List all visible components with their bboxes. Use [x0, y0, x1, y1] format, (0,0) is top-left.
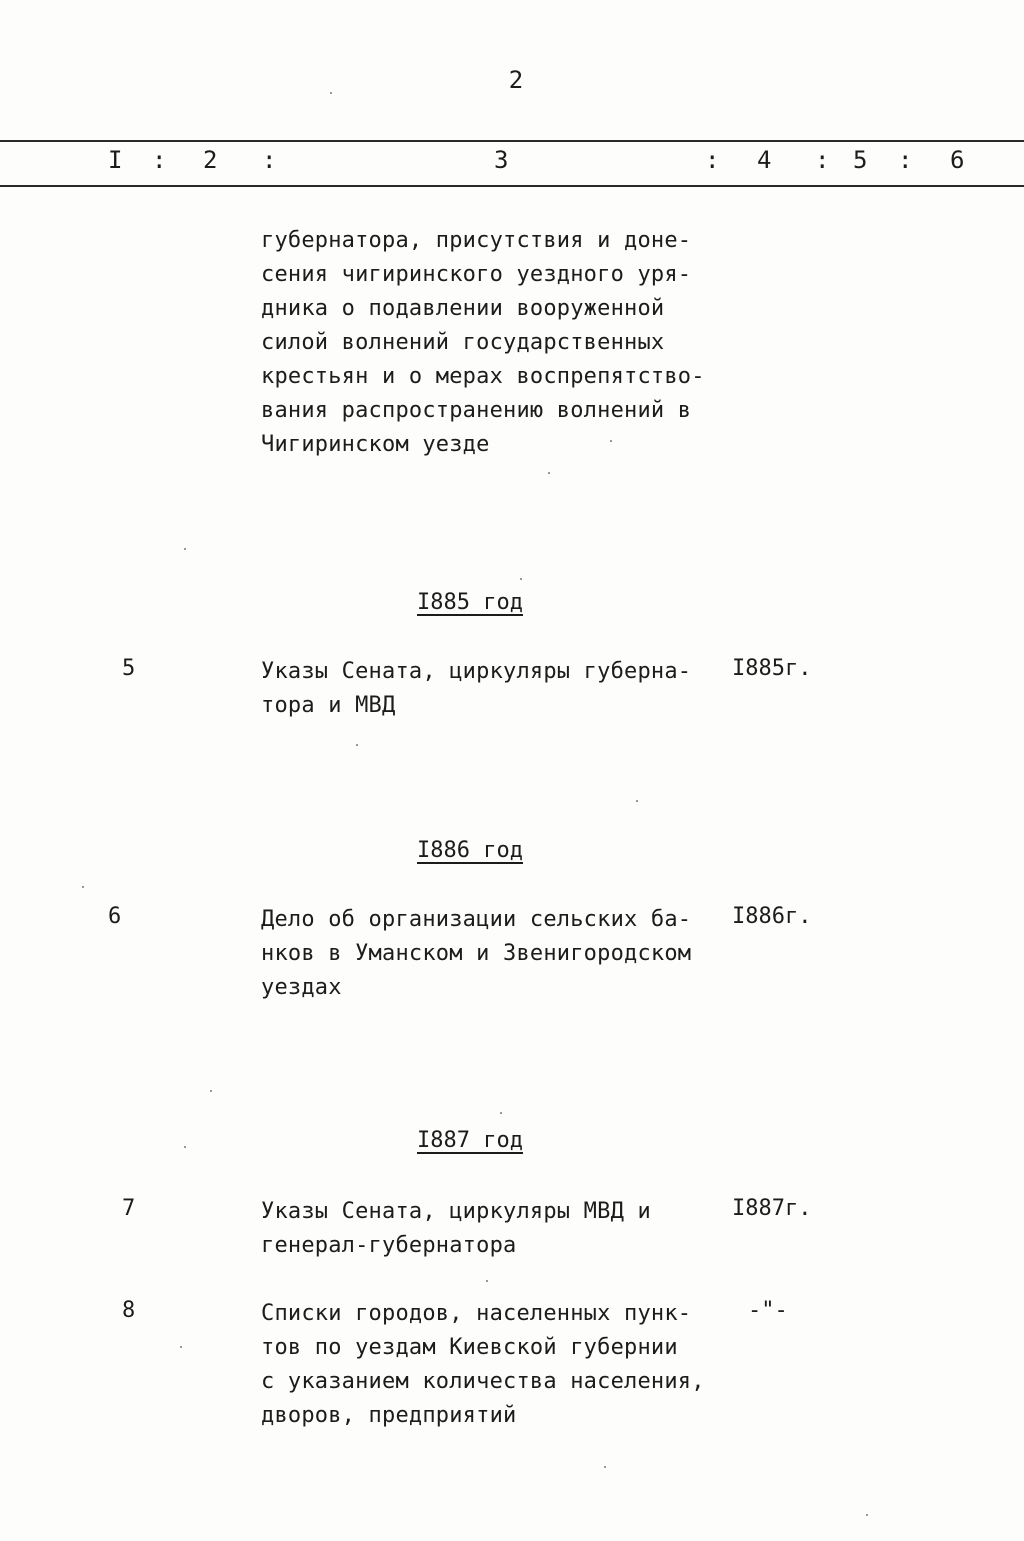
text-line: дника о подавлении вооруженной	[261, 296, 665, 321]
entry-number: 7	[122, 1196, 136, 1221]
entry-number: 5	[122, 656, 136, 681]
scan-speck	[330, 92, 332, 94]
header-separator: :	[262, 146, 277, 174]
header-separator: :	[705, 146, 720, 174]
text-line: уездах	[261, 975, 342, 1000]
entry-number: 8	[122, 1298, 136, 1323]
year-heading-1887: I887 год	[417, 1128, 523, 1153]
text-line: Указы Сената, циркуляры губерна-	[261, 659, 692, 684]
text-line: Указы Сената, циркуляры МВД и	[261, 1199, 651, 1224]
entry-title	[261, 903, 731, 1005]
entry-date: I887г.	[732, 1196, 812, 1221]
scan-speck	[356, 744, 358, 746]
header-rule-top	[0, 140, 1024, 142]
scan-speck	[604, 1466, 606, 1468]
scan-speck	[520, 578, 522, 580]
header-col-5: 5	[853, 146, 868, 174]
text-line: тов по уездам Киевской губернии	[261, 1335, 678, 1360]
header-separator: :	[898, 146, 913, 174]
scan-speck	[500, 1112, 502, 1114]
continuation-text	[261, 224, 731, 462]
scan-speck	[180, 1346, 182, 1348]
text-line: крестьян и о мерах воспрепятство-	[261, 364, 705, 389]
scan-speck	[82, 886, 84, 888]
header-col-6: 6	[950, 146, 965, 174]
scan-speck	[636, 800, 638, 802]
entry-date: I886г.	[732, 904, 812, 929]
header-col-3: 3	[494, 146, 509, 174]
header-rule-bottom	[0, 185, 1024, 187]
header-col-2: 2	[203, 146, 218, 174]
text-line: вания распространению волнений в	[261, 398, 692, 423]
text-line: силой волнений государственных	[261, 330, 665, 355]
entry-date: I885г.	[732, 656, 812, 681]
page-number: 2	[508, 66, 524, 94]
scan-speck	[610, 440, 612, 442]
entry-title	[261, 1195, 731, 1263]
scan-speck	[486, 1280, 488, 1282]
header-separator: :	[152, 146, 167, 174]
entry-title	[261, 655, 731, 723]
scan-speck	[184, 548, 186, 550]
entry-title	[261, 1297, 731, 1433]
text-line: Чигиринском уезде	[261, 432, 490, 457]
text-line: сения чигиринского уездного уря-	[261, 262, 692, 287]
text-line: губернатора, присутствия и доне-	[261, 228, 692, 253]
entry-date-ditto: -"-	[748, 1298, 788, 1323]
text-line: Дело об организации сельских ба-	[261, 907, 692, 932]
text-line: Списки городов, населенных пунк-	[261, 1301, 692, 1326]
scan-speck	[548, 472, 550, 474]
text-line: генерал-губернатора	[261, 1233, 517, 1258]
scan-speck	[866, 1514, 868, 1516]
header-separator: :	[815, 146, 830, 174]
entry-number: 6	[108, 904, 122, 929]
text-line: тора и МВД	[261, 693, 396, 718]
text-line: с указанием количества населения,	[261, 1369, 705, 1394]
scan-speck	[210, 1090, 212, 1092]
header-col-1: I	[108, 146, 123, 174]
year-heading-1886: I886 год	[417, 838, 523, 863]
text-line: нков в Уманском и Звенигородском	[261, 941, 692, 966]
year-heading-1885: I885 год	[417, 590, 523, 615]
scan-speck	[184, 1146, 186, 1148]
header-col-4: 4	[757, 146, 772, 174]
text-line: дворов, предприятий	[261, 1403, 517, 1428]
